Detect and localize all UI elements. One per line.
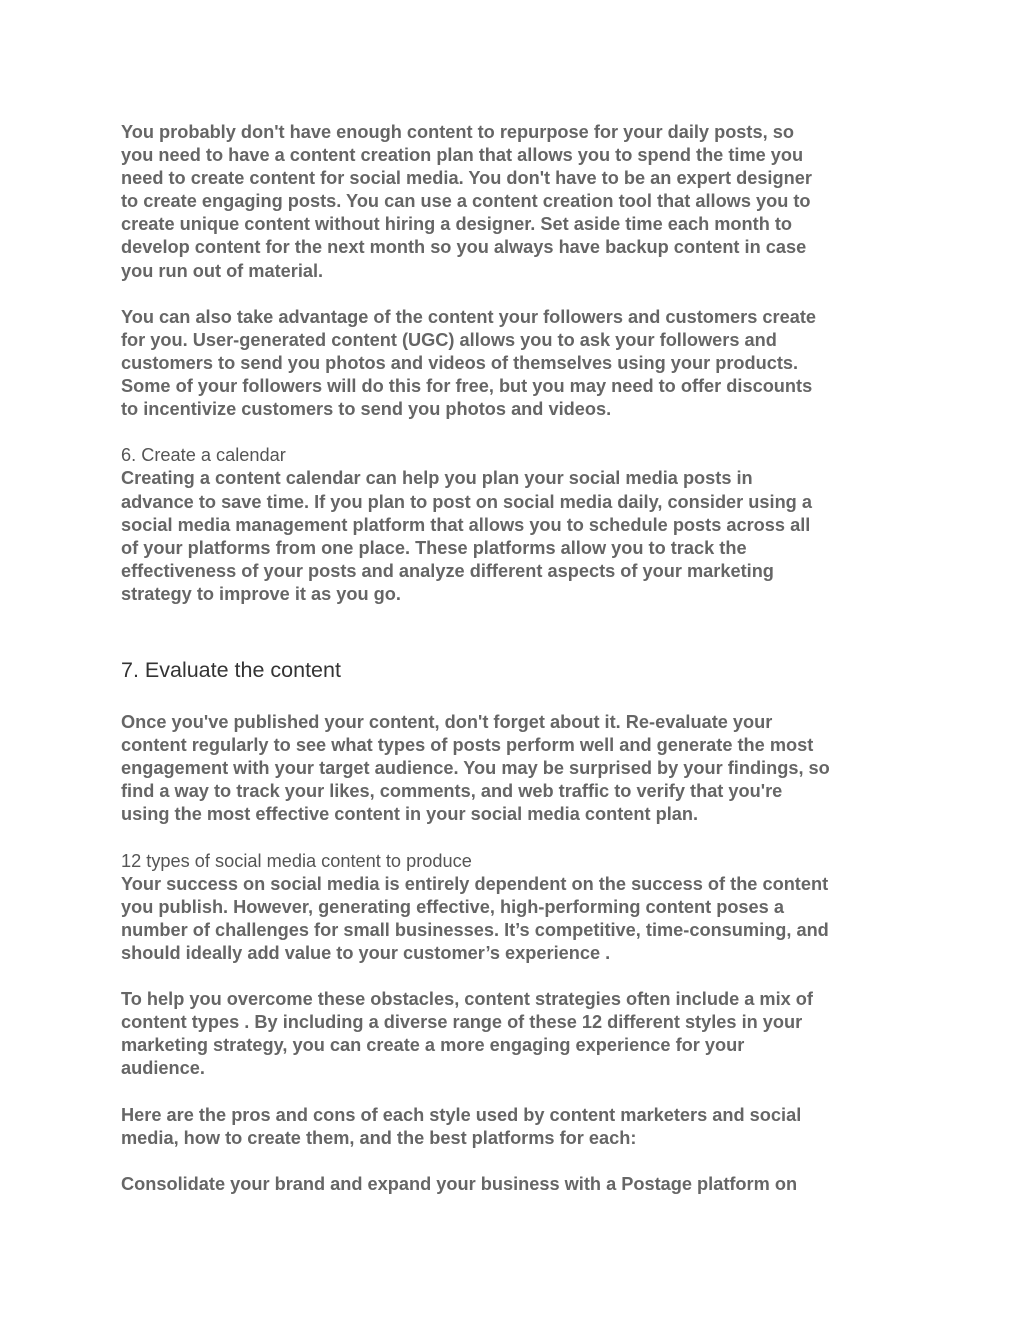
paragraph-pros-and-cons: Here are the pros and cons of each style used by content marketers and social media, how to create them, and the best platforms for each: xyxy=(121,1104,802,1148)
paragraph-gap xyxy=(121,826,911,849)
paragraph-content-creation-plan: You probably don't have enough content to repurpose for your daily posts, so you need to have a content creation plan that allows you to spend the time you need to create content for social media. You don't have to be an expert designer to create engaging posts. You can use a content creation tool that allows you to create unique content without hiring a designer. Set aside time each month to develop content for the next month so you always have backup content in case you run out of material. xyxy=(121,122,812,281)
paragraph-consolidate-brand: Consolidate your brand and expand your business with a Postage platform on xyxy=(121,1173,798,1194)
paragraph-gap xyxy=(121,965,911,988)
paragraph-success-social-media: Your success on social media is entirely dependent on the success of the content you publish. However, generating effective, high-performing content poses a number of challenges for small businesses. It’s competitive, time-consuming, and should ideally add value to your customer’s experience . xyxy=(121,873,829,963)
section-title-create-calendar: 6. Create a calendar xyxy=(121,445,286,466)
paragraph-user-generated-content: You can also take advantage of the content your followers and customers create for you. User-generated content (UGC) allows you to ask your followers and customers to send you photos and videos of themselves using your products. Some of your followers will do this for free, but you may need to offer discounts to incentivize customers to send you photos and videos. xyxy=(121,306,817,420)
paragraph-gap xyxy=(121,1150,911,1173)
paragraph-gap xyxy=(121,421,911,444)
paragraph-gap xyxy=(121,283,911,306)
paragraph-overcome-obstacles: To help you overcome these obstacles, content strategies often include a mix of content types . By including a diverse range of these 12 different styles in your marketing strategy, you can create a more engaging experience for your audience. xyxy=(121,989,813,1079)
paragraph-gap xyxy=(121,1080,911,1103)
paragraph-content-calendar: Creating a content calendar can help you plan your social media posts in advance to save time. If you plan to post on social media daily, consider using a social media management platform that allows you to schedule posts across all of your platforms from one place. These platforms allow you to track the effectiveness of your posts and analyze different aspects of your marketing strategy to improve it as you go. xyxy=(121,468,812,604)
section-gap xyxy=(121,606,911,656)
heading-evaluate-content: 7. Evaluate the content xyxy=(121,657,341,682)
paragraph-evaluate-content: Once you've published your content, don't forget about it. Re-evaluate your content regularly to see what types of posts perform well and generate the most engagement with your target audience. You may be surprised by your findings, so find a way to track your likes, comments, and web traffic to verify that you're using the most effective content in your social media content plan. xyxy=(121,711,830,825)
section-gap xyxy=(121,684,911,711)
section-title-content-types: 12 types of social media content to produce xyxy=(121,850,472,871)
document-page xyxy=(121,121,911,1196)
